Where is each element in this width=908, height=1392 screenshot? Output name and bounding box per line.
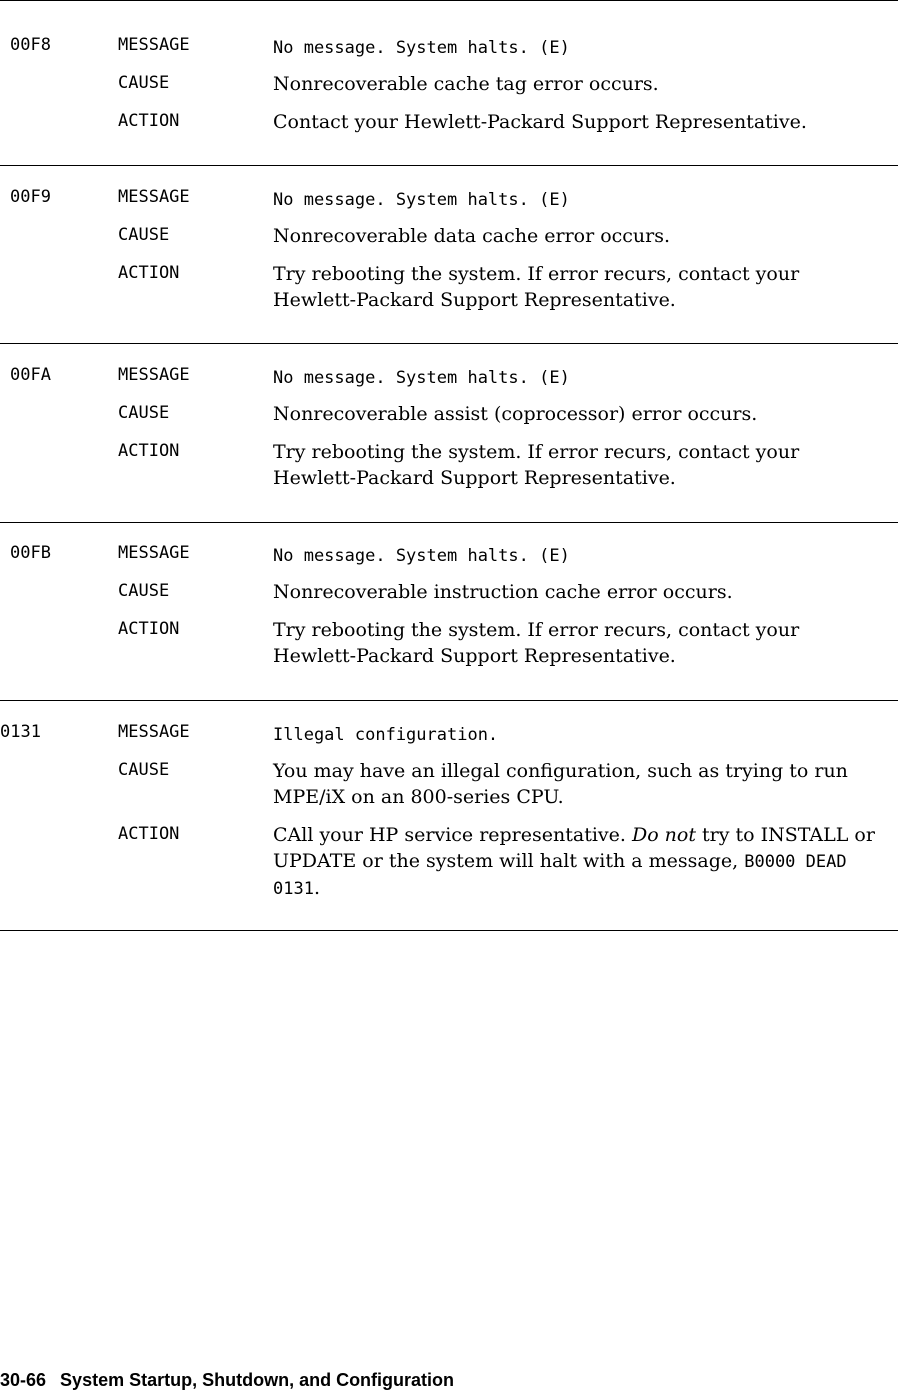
cause-text: Nonrecoverable cache tag error occurs. [273,73,659,95]
action-segment: UPDATE or the system will halt with a message, [273,850,745,872]
cause-text [273,758,898,810]
cause-line: You may have an illegal configuration, such as trying to run [273,760,848,782]
section-divider [0,343,898,344]
cause-line: MPE/iX on an 800-series CPU. [273,786,564,808]
cause-label: CAUSE [118,225,170,245]
cause-label: CAUSE [118,403,170,423]
action-label: ACTION [118,824,180,844]
error-code: 00FA [10,365,51,385]
action-line [273,848,898,875]
action-segment: try to INSTALL or [696,824,875,846]
page-footer [0,1370,454,1391]
action-line: Contact your Hewlett-Packard Support Representative. [273,111,807,133]
action-line: Try rebooting the system. If error recurs, contact your [273,441,800,463]
cause-text: Nonrecoverable assist (coprocessor) error occurs. [273,403,758,425]
message-text: No message. System halts. (E) [273,546,570,566]
cause-label: CAUSE [118,760,170,780]
page-number: 30-66 [0,1370,47,1390]
cause-text: Nonrecoverable instruction cache error occurs. [273,581,733,603]
action-label: ACTION [118,619,180,639]
section-divider [0,0,898,1]
action-text [273,617,898,669]
message-label: MESSAGE [118,543,190,563]
action-label: ACTION [118,111,180,131]
section-divider [0,930,898,931]
section-title: System Startup, Shutdown, and Configuration [60,1370,455,1390]
action-emphasis: Do not [631,824,696,846]
message-label: MESSAGE [118,722,190,742]
error-code: 00FB [10,543,51,563]
message-label: MESSAGE [118,35,190,55]
section-divider [0,165,898,166]
message-label: MESSAGE [118,365,190,385]
message-text: No message. System halts. (E) [273,368,570,388]
section-divider [0,522,898,523]
action-code: 0131 [273,879,314,899]
message-text: No message. System halts. (E) [273,190,570,210]
action-line: Hewlett-Packard Support Representative. [273,289,676,311]
action-line: Try rebooting the system. If error recurs, contact your [273,263,800,285]
cause-label: CAUSE [118,73,170,93]
action-segment: . [313,877,320,899]
message-label: MESSAGE [118,187,190,207]
action-text [273,822,898,902]
error-code: 00F9 [10,187,51,207]
action-text [273,439,898,491]
action-code: B0000 DEAD [744,852,847,872]
action-label: ACTION [118,441,180,461]
section-divider [0,700,898,701]
message-text: Illegal configuration. [273,725,499,745]
action-segment: CAll your HP service representative. [273,824,632,846]
error-code: 0131 [0,722,41,742]
action-label: ACTION [118,263,180,283]
action-line: Hewlett-Packard Support Representative. [273,467,676,489]
action-text [273,261,898,313]
action-line: Try rebooting the system. If error recurs, contact your [273,619,800,641]
cause-text: Nonrecoverable data cache error occurs. [273,225,671,247]
action-text [273,109,898,135]
action-line: Hewlett-Packard Support Representative. [273,645,676,667]
message-text: No message. System halts. (E) [273,38,570,58]
error-code: 00F8 [10,35,51,55]
cause-label: CAUSE [118,581,170,601]
action-line [273,875,898,902]
action-line [273,822,898,848]
